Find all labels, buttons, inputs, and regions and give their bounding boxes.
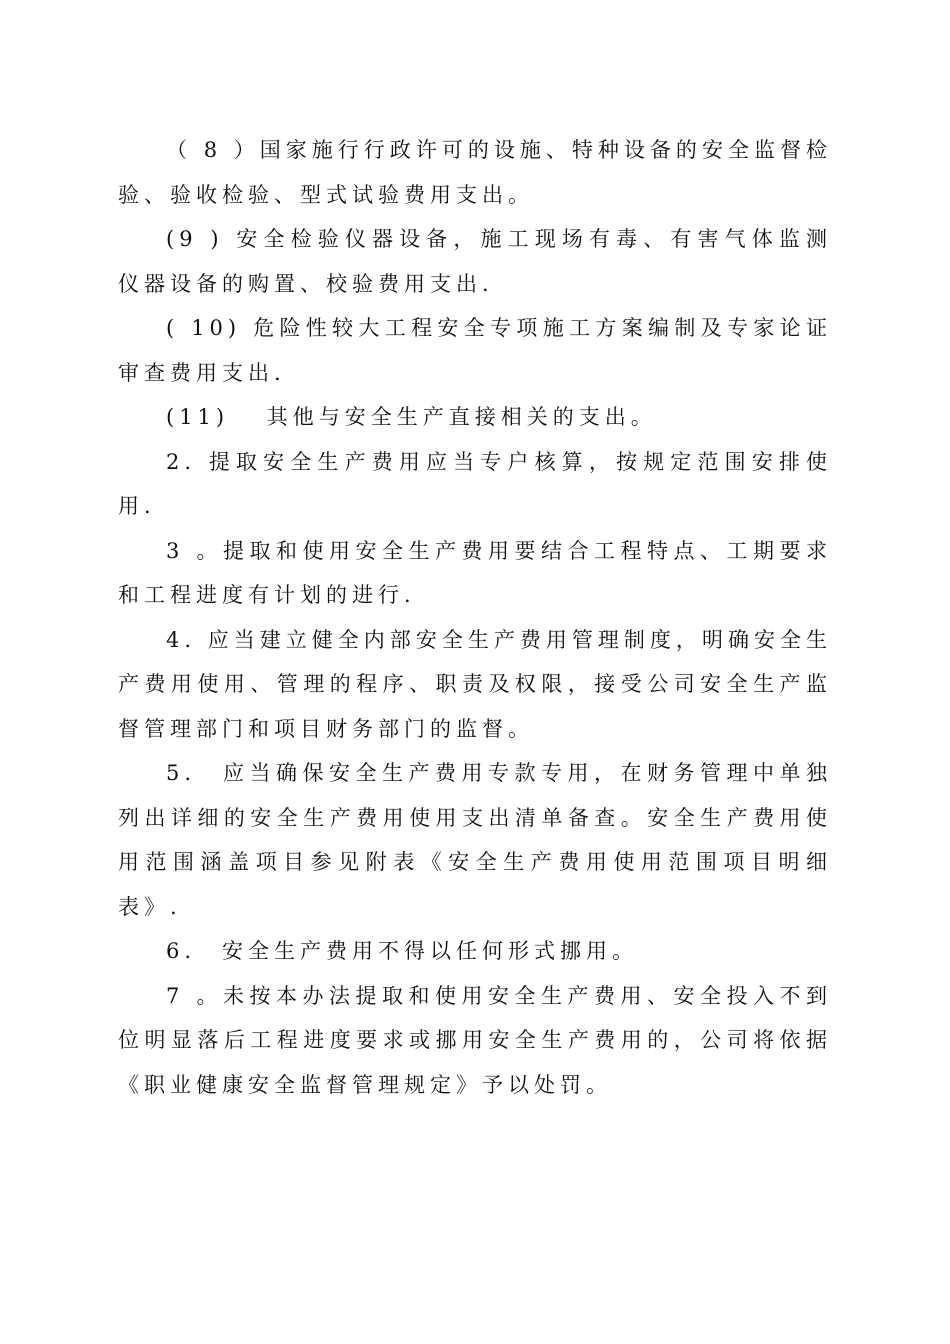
paragraph-clause-6: 6. 安全生产费用不得以任何形式挪用。 [166, 939, 639, 963]
paragraph-item-11: (11) 其他与安全生产直接相关的支出。 [166, 405, 657, 429]
paragraph-item-9: (9 ) 安全检验仪器设备，施工现场有毒、有害气体监测仪器设备的购置、校验费用支出. [118, 227, 832, 296]
paragraph-item-8: （ 8 ）国家施行行政许可的设施、特种设备的安全监督检验、验收检验、型式试验费用支出。 [118, 138, 832, 207]
paragraph-clause-2: 2. 提取安全生产费用应当专户核算，按规定范围安排使用. [118, 449, 832, 518]
paragraph-clause-3: 3 。提取和使用安全生产费用要结合工程特点、工期要求和工程进度有计划的进行. [118, 538, 832, 607]
paragraph-item-10: ( 10) 危险性较大工程安全专项施工方案编制及专家论证审查费用支出. [118, 316, 832, 385]
paragraph-clause-4: 4. 应当建立健全内部安全生产费用管理制度，明确安全生产费用使用、管理的程序、职责及权限，接受公司安全生产监督管理部门和项目财务部门的监督。 [118, 627, 832, 741]
paragraph-clause-5: 5. 应当确保安全生产费用专款专用，在财务管理中单独列出详细的安全生产费用使用支出清单备查。安全生产费用使用范围涵盖项目参见附表《安全生产费用使用范围项目明细表》. [118, 761, 832, 919]
paragraph-clause-7: 7 。未按本办法提取和使用安全生产费用、安全投入不到位明显落后工程进度要求或挪用安全生产费用的，公司将依据《职业健康安全监督管理规定》予以处罚。 [118, 983, 832, 1097]
